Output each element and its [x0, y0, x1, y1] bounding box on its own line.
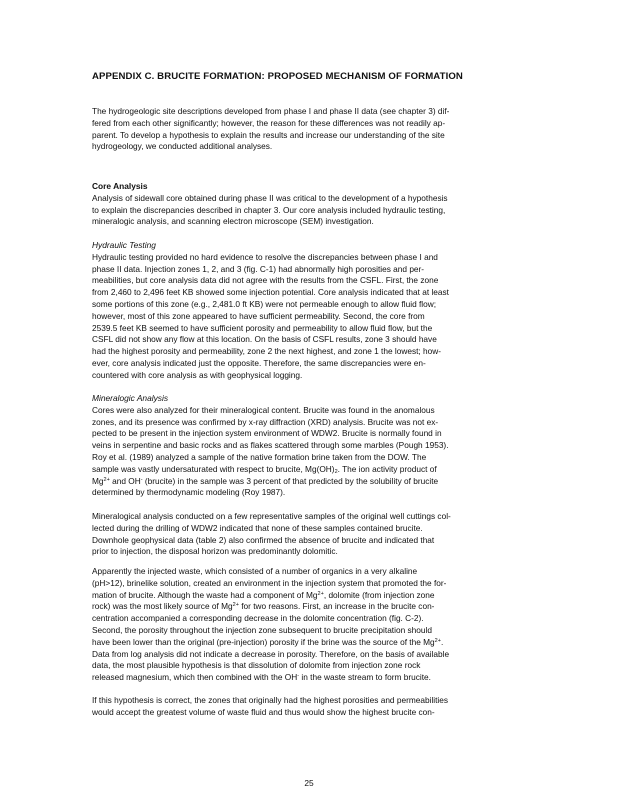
superscript: 2+: [232, 602, 239, 609]
text-line: Cores were also analyzed for their mineralogical content. Brucite was found in the anomalous: [92, 404, 435, 415]
hydraulic-testing-section: [92, 240, 524, 382]
superscript: 2+: [317, 590, 324, 597]
text-line: centration accompanied a corresponding decrease in the dolomite concentration (fig. C-2).: [92, 613, 424, 624]
text-line: [92, 464, 524, 476]
text-line: The hydrogeologic site descriptions developed from phase I and phase II data (see chapter 3) dif-: [92, 106, 450, 116]
text-line: would accept the greatest volume of waste fluid and thus would show the highest brucite con-: [92, 706, 435, 717]
text-line: Data from log analysis did not indicate a decrease in porosity. Therefore, on the basis of available: [92, 648, 450, 659]
text-line: [92, 637, 524, 649]
page-number: 25: [304, 778, 314, 788]
text-line: Second, the porosity throughout the injection zone subsequent to brucite precipitation should: [92, 624, 432, 635]
text-line: hydrogeology, we conducted additional analyses.: [92, 141, 273, 152]
text-line: from 2,460 to 2,496 feet KB showed some injection potential. Core analysis indicated that at least: [92, 287, 449, 298]
text-run: , dolomite (from injection zone: [323, 589, 435, 600]
subscript: 2: [334, 468, 338, 475]
superscript: 2+: [434, 637, 441, 644]
core-analysis-section: [92, 181, 524, 228]
paragraph-brucite-hypothesis: [92, 566, 524, 684]
text-line: 2539.5 feet KB seemed to have sufficient porosity and permeability to allow fluid flow, but the: [92, 322, 433, 333]
text-line: determined by thermodynamic modeling (Roy 1987).: [92, 487, 286, 498]
intro-paragraph: [92, 106, 524, 153]
text-line: [92, 672, 524, 684]
text-line: Downhole geophysical data (table 2) also confirmed the absence of brucite and indicated that: [92, 534, 435, 545]
appendix-title: APPENDIX C. BRUCITE FORMATION: PROPOSED MECHANISM OF FORMATION: [92, 71, 463, 82]
text-line: If this hypothesis is correct, the zones that originally had the highest porosities and permeabilities: [92, 695, 449, 705]
text-run: have been lower than the original (pre-injection) porosity if the brine was the source of the Mg: [92, 636, 435, 647]
text-line: phase II data. Injection zones 1, 2, and 3 (fig. C-1) had abnormally high porosities and per-: [92, 263, 425, 274]
text-run: Mg: [92, 475, 104, 486]
text-line: however, most of this zone appeared to have sufficient permeability. Second, the core from: [92, 310, 425, 321]
text-line: (pH>12), brinelike solution, created an environment in the injection system that promoted the for-: [92, 577, 447, 588]
text-line: mineralogic analysis, and scanning electron microscope (SEM) investigation.: [92, 216, 374, 227]
text-run: (brucite) in the sample was 3 percent of that predicted by the solubility of brucite: [142, 475, 439, 486]
text-line: CSFL did not show any flow at this location. On the basis of CSFL results, zone 3 should have: [92, 334, 437, 345]
text-line: veins in serpentine and basic rocks and as flakes scattered through some marbles (Pough 1953).: [92, 440, 449, 451]
section-heading: Core Analysis: [92, 181, 148, 191]
text-run: released magnesium, which then combined with the OH: [92, 672, 298, 683]
text-line: [92, 601, 524, 613]
subsection-heading: Hydraulic Testing: [92, 240, 156, 250]
paragraph-well-cuttings: [92, 511, 524, 558]
text-line: data, the most plausible hypothesis is that dissolution of dolomite from injection zone rock: [92, 660, 421, 671]
text-run: and OH: [109, 475, 141, 486]
text-run: rock) was the most likely source of Mg: [92, 601, 233, 612]
text-run: mation of brucite. Although the waste had a component of Mg: [92, 589, 318, 600]
text-line: ever, core analysis indicated just the opposite. Therefore, the same discrepancies were en-: [92, 357, 426, 368]
text-line: Analysis of sidewall core obtained during phase II was critical to the development of a hypothesis: [92, 192, 448, 203]
subsection-heading: Mineralogic Analysis: [92, 393, 169, 403]
superscript: -: [297, 673, 300, 680]
text-line: to explain the discrepancies described in chapter 3. Our core analysis included hydraulic testing,: [92, 204, 446, 215]
text-line: Roy et al. (1989) analyzed a sample of the native formation brine taken from the DOW. The: [92, 451, 427, 462]
text-line: [92, 590, 524, 602]
text-run: for two reasons. First, an increase in the brucite con-: [238, 601, 435, 612]
text-line: parent. To develop a hypothesis to explain the results and increase our understanding of the site: [92, 129, 445, 140]
text-line: countered with core analysis as with geophysical logging.: [92, 369, 303, 380]
mineralogic-analysis-section: [92, 393, 524, 499]
text-line: Mineralogical analysis conducted on a few representative samples of the original well cuttings col-: [92, 511, 451, 521]
text-run: in the waste stream to form brucite.: [299, 672, 431, 683]
text-run: . The ion activity product of: [337, 463, 437, 474]
text-line: meabilities, but core analysis data did not agree with the results from the CSFL. First, the zone: [92, 275, 439, 286]
text-run: .: [440, 636, 444, 647]
text-line: prior to injection, the disposal horizon was predominantly dolomitic.: [92, 546, 338, 557]
text-line: pected to be present in the injection system environment of WDW2. Brucite is normally found in: [92, 428, 442, 439]
text-line: some portions of this zone (e.g., 2,481.0 ft KB) were not permeable enough to allow fluid flow;: [92, 298, 437, 309]
text-run: sample was vastly undersaturated with respect to brucite, Mg(OH): [92, 463, 335, 474]
text-line: zones, and its presence was confirmed by x-ray diffraction (XRD) analysis. Brucite was not ex-: [92, 416, 439, 427]
superscript: -: [140, 476, 143, 483]
text-line: lected during the drilling of WDW2 indicated that none of these samples contained brucite.: [92, 522, 423, 533]
text-line: fered from each other significantly; however, the reason for these differences was not readily ap-: [92, 117, 446, 128]
text-line: Hydraulic testing provided no hard evidence to resolve the discrepancies between phase I and: [92, 251, 438, 262]
text-line: [92, 476, 524, 488]
text-line: had the highest porosity and permeability, zone 2 the next highest, and zone 1 the lowest; how-: [92, 346, 441, 357]
superscript: 2+: [103, 476, 110, 483]
text-line: Apparently the injected waste, which consisted of a number of organics in a very alkaline: [92, 566, 418, 576]
paragraph-conclusion: [92, 695, 524, 719]
